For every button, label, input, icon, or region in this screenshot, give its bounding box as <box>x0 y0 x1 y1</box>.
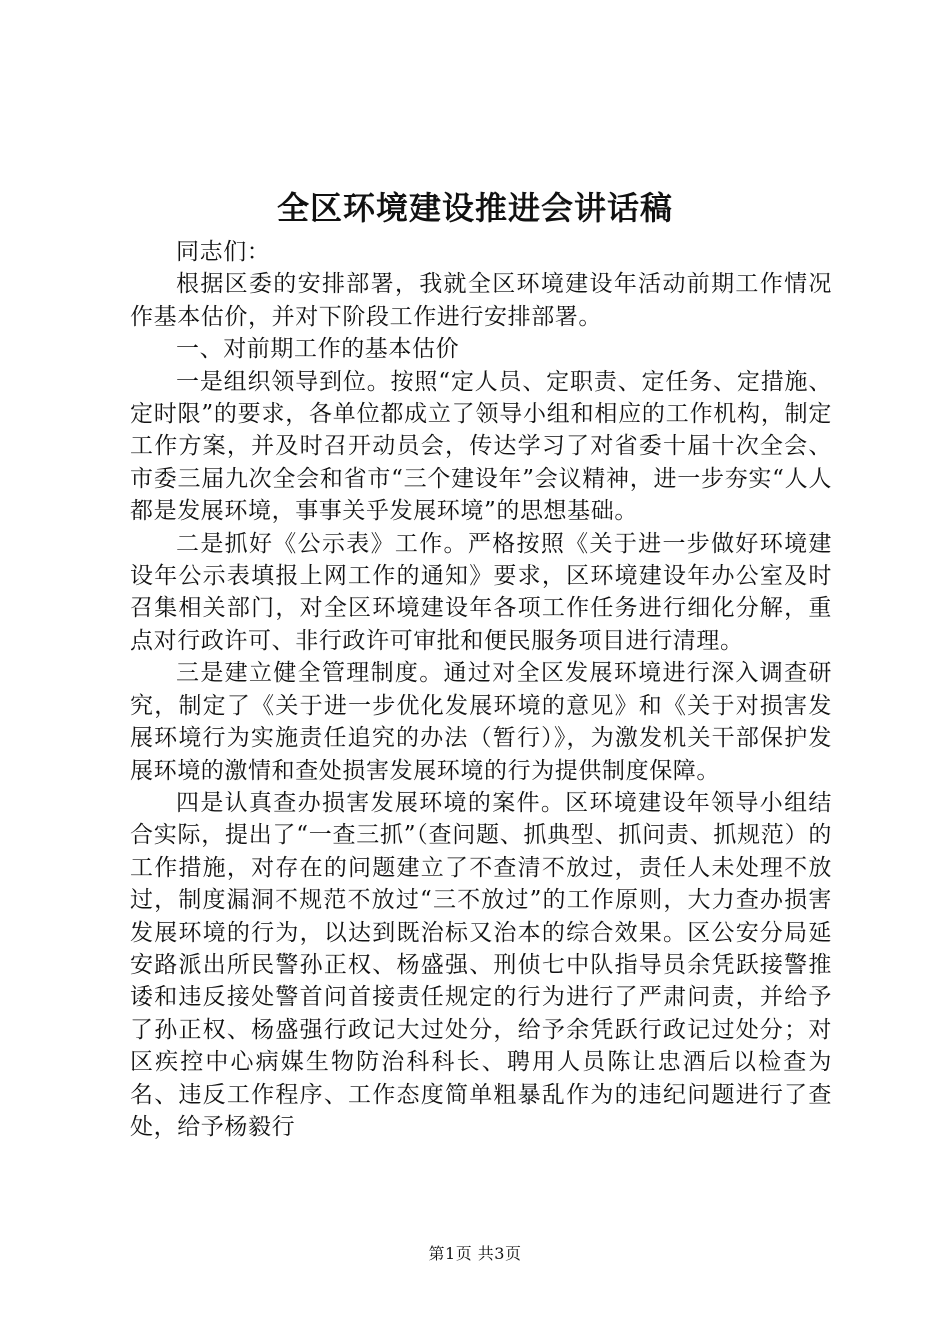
section-heading-1: 一、对前期工作的基本估价 <box>176 336 460 363</box>
paragraph-point-3: 三是建立健全管理制度。通过对全区发展环境进行深入调查研究，制定了《关于进一步优化发展环境的意见》和《关于对损害发展环境行为实施责任追究的办法（暂行）》，为激发机关干部保护发展环境的激情和查处损害发展环境的行为提供制度保障。 <box>130 660 832 784</box>
paragraph-intro: 根据区委的安排部署，我就全区环境建设年活动前期工作情况作基本估价，并对下阶段工作进行安排部署。 <box>130 271 832 330</box>
document-title: 全区环境建设推进会讲话稿 <box>276 189 673 227</box>
document-body <box>130 236 832 1143</box>
paragraph-point-4: 四是认真查办损害发展环境的案件。区环境建设年领导小组结合实际，提出了“一查三抓”（查问题、抓典型、抓问责、抓规范）的工作措施，对存在的问题建立了不查清不放过，责任人未处理不放过，制度漏洞不规范不放过“三不放过”的工作原则，大力查办损害发展环境的行为，以达到既治标又治本的综合效果。区公安分局延安路派出所民警孙正权、杨盛强、刑侦七中队指导员余凭跃接警推诿和违反接处警首问首接责任规定的行为进行了严肃问责，并给予了孙正权、杨盛强行政记大过处分，给予余凭跃行政记过处分；对区疾控中心病媒生物防治科科长、聘用人员陈让忠酒后以检查为名、违反工作程序、工作态度简单粗暴乱作为的违纪问题进行了查处，给予杨毅行 <box>130 789 832 1140</box>
paragraph-salutation: 同志们： <box>176 239 271 265</box>
paragraph-point-2: 二是抓好《公示表》工作。严格按照《关于进一步做好环境建设年公示表填报上网工作的通知》要求，区环境建设年办公室及时召集相关部门，对全区环境建设年各项工作任务进行细化分解，重点对行政许可、非行政许可审批和便民服务项目进行清理。 <box>130 530 832 654</box>
paragraph-point-1: 一是组织领导到位。按照“定人员、定职责、定任务、定措施、定时限”的要求，各单位都成立了领导小组和相应的工作机构，制定工作方案，并及时召开动员会，传达学习了对省委十届十次全会、市委三届九次全会和省市“三个建设年”会议精神，进一步夯实“人人都是发展环境，事事关乎发展环境”的思想基础。 <box>130 368 832 525</box>
page-footer: 第1页 共3页 <box>428 1244 522 1263</box>
